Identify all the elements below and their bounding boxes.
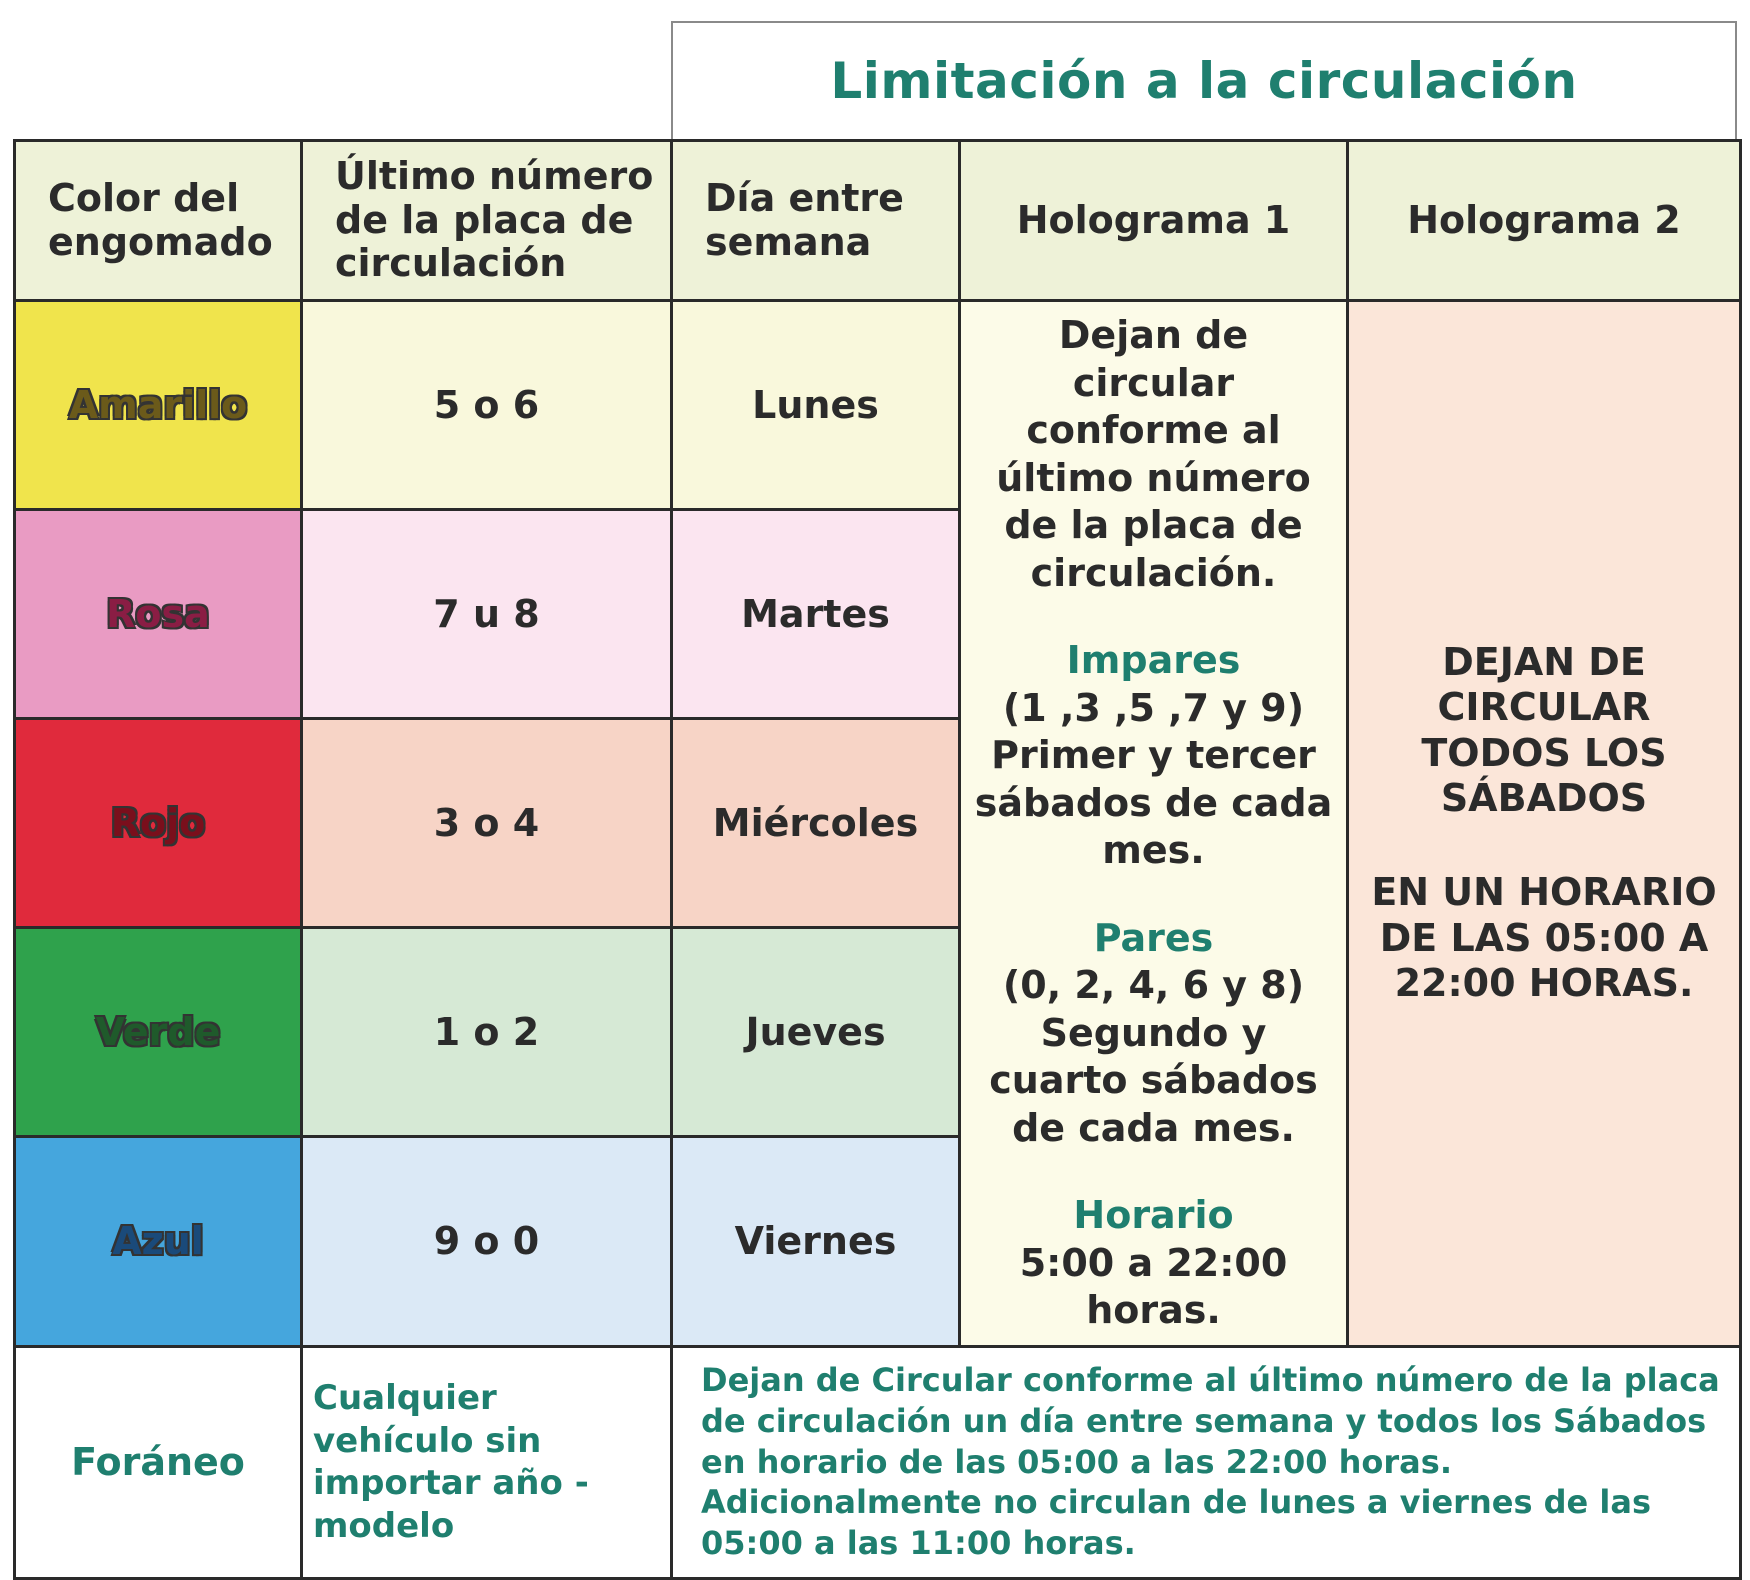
plate-digits-cell: 3 o 4 [302,719,672,928]
header-plate: Último número de la placa de circulación [302,141,672,301]
plate-digits-cell: 7 u 8 [302,510,672,719]
table-row [15,301,1741,510]
odd-text: Primer y tercer sábados de cada mes. [974,733,1333,872]
circulation-table [13,139,1742,1580]
foreign-vehicle: Cualquier vehículo sin importar año - modelo [302,1346,672,1578]
plate-digits-cell: 1 o 2 [302,928,672,1137]
table-title-box [671,21,1737,139]
header-color: Color del engomado [15,141,302,301]
hologram2-cell [1348,301,1741,1347]
sticker-color-cell: Verde [15,928,302,1137]
plate-digits-cell: 5 o 6 [302,301,672,510]
weekday-cell: Viernes [672,1137,960,1346]
foreign-label: Foráneo [15,1346,302,1578]
sticker-color-cell: Rojo [15,719,302,928]
even-numbers: (0, 2, 4, 6 y 8) [1002,963,1305,1007]
header-hologram1: Holograma 1 [960,141,1348,301]
weekday-cell: Lunes [672,301,960,510]
sticker-color-cell: Rosa [15,510,302,719]
plate-digits-cell: 9 o 0 [302,1137,672,1346]
hologram2-line2: EN UN HORARIO DE LAS 05:00 A 22:00 HORAS. [1371,870,1717,1006]
table-title: Limitación a la circulación [830,52,1578,110]
schedule-text: 5:00 a 22:00 horas. [1019,1240,1288,1332]
header-row [15,141,1741,301]
even-text: Segundo y cuarto sábados de cada mes. [989,1010,1318,1150]
foreign-rule: Dejan de Circular conforme al último número de la placa de circulación un día entre semana y todos los Sábados en horario de las 05:00 a las 22:00 horas. Adicionalmente no circulan de lunes a viernes de las 05:00 a las 11:00 horas. [672,1346,1741,1578]
odd-numbers: (1 ,3 ,5 ,7 y 9) [1002,685,1305,730]
weekday-cell: Martes [672,510,960,719]
hologram1-cell [960,301,1348,1347]
weekday-cell: Miércoles [672,719,960,928]
odd-title: Impares [1066,638,1241,682]
weekday-cell: Jueves [672,928,960,1137]
sticker-color-cell: Azul [15,1137,302,1346]
header-weekday: Día entre semana [672,141,960,301]
hologram2-line1: DEJAN DE CIRCULAR TODOS LOS SÁBADOS [1421,639,1667,821]
sticker-color-cell: Amarillo [15,301,302,510]
even-title: Pares [1093,915,1214,960]
schedule-title: Horario [1073,1193,1234,1237]
header-hologram2: Holograma 2 [1348,141,1741,301]
hologram1-intro: Dejan de circular conforme al último número de la placa de circulación. [996,313,1311,595]
foreign-row [15,1346,1741,1578]
